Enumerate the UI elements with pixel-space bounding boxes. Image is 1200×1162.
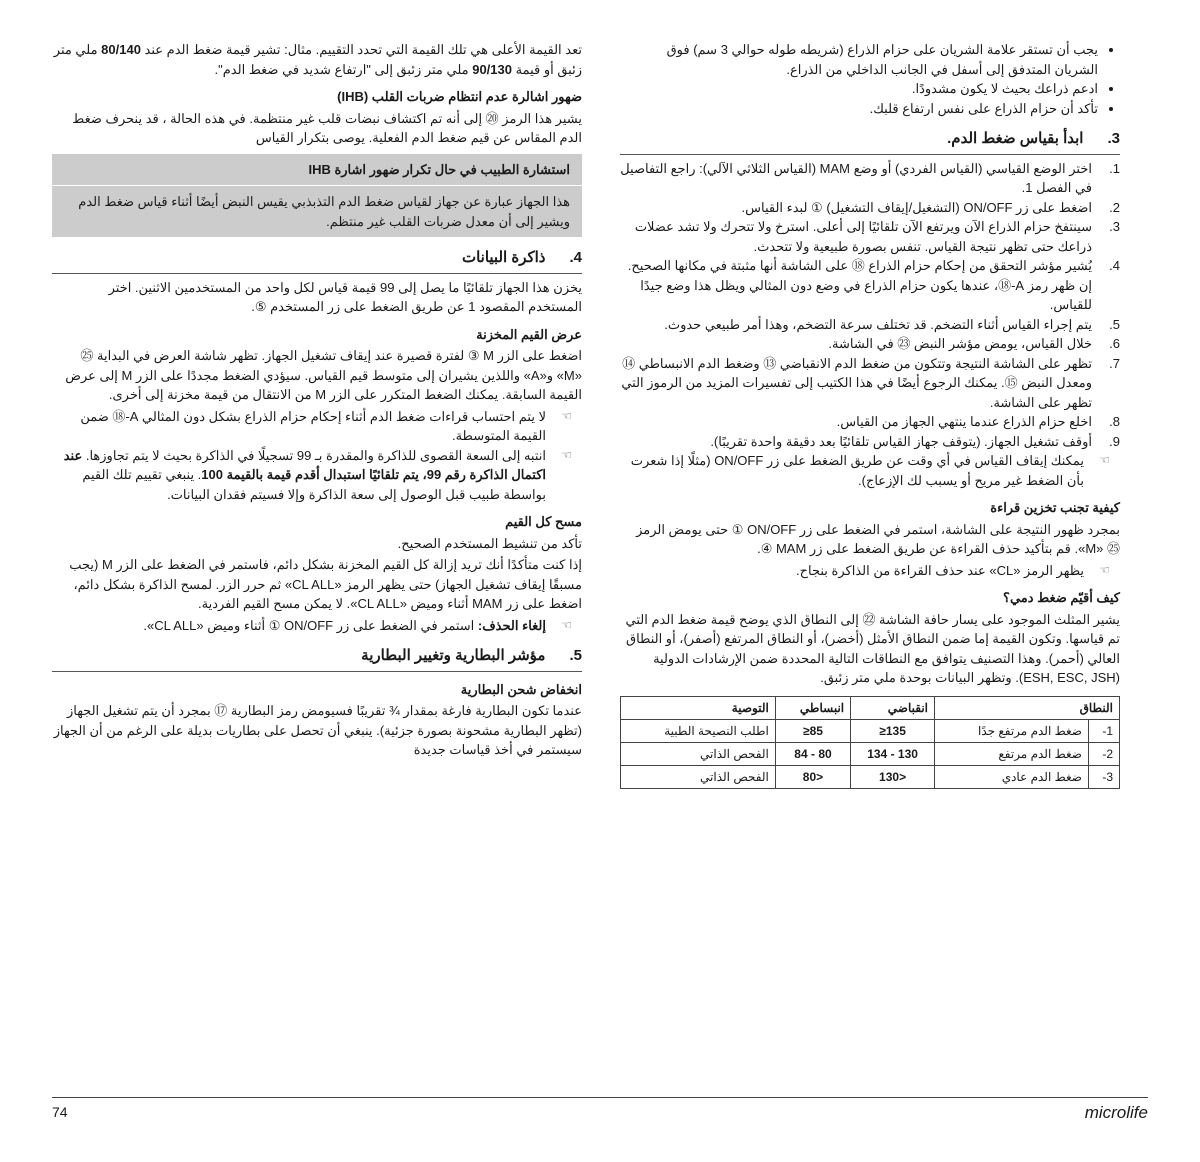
clear-values-text-2: إذا كنت متأكدًا أنك تريد إزالة كل القيم المخزنة بشكل دائم، فاستمر في الضغط على الزر M (يجب مسبقًا إيقاف تشغيل الجهاز) حتى يظهر الرمز «CL ALL» ثم حرر الزر. لمسح الذاكرة بشكل دائم، اضغط على زر MAM أثناء وميض «CL ALL». لا يمكن مسح القيم الفردية.: [69, 557, 582, 611]
list-item: 7. تظهر على الشاشة النتيجة وتتكون من ضغط الدم الانقباضي ⑬ وضغط الدم الانبساطي ⑭ ومعدل النبض ⑮. يمكنك الرجوع أيضًا في هذا الكتيب إلى تفسيرات المزيد من الرموز التي تظهر على الشاشة.: [621, 355, 1120, 410]
section-number: 5.: [569, 647, 582, 664]
section-title: ابدأ بقياس ضغط الدم.: [947, 130, 1084, 147]
list-item: 5. يتم إجراء القياس أثناء التضخم. قد تختلف سرعة التضخم، وهذا أمر طبيعي حدوث.: [664, 316, 1120, 332]
box-title: استشارة الطبيب في حال تكرار ضهور اشارة IHB: [52, 154, 582, 187]
view-values-text: اضغط على الزر M ③ لفترة قصيرة عند إيقاف تشغيل الجهاز. تظهر شاشة العرض في البداية ㉕ «M» و«A» واللذين يشيران إلى متوسط قيم القياس. سيؤدي الضغط مجددًا على الزر M إلى عرض القيمة السابقة. يمكنك الضغط المتكرر على الزر M من الانتقال من قيمة مخزنة إلى أخرى.: [65, 348, 582, 402]
note: ☜ يظهر الرمز «CL» عند حذف القراءة من الذاكرة بنجاح.: [620, 561, 1120, 581]
pointing-hand-icon: ☜: [1099, 562, 1110, 577]
measurement-steps: [620, 159, 1120, 452]
note: ☜ يمكنك إيقاف القياس في أي وقت عن طريق الضغط على زر ON/OFF (مثلًا إذا شعرت بأن الضغط غير مريح أو يسبب لك الإزعاج).: [620, 451, 1120, 490]
section-3-heading: [620, 128, 1120, 155]
column-header: انبساطي: [775, 696, 850, 719]
ihb-heading: ضهور اشالرة عدم انتظام ضربات القلب (IHB): [337, 89, 582, 104]
pointing-hand-icon: ☜: [561, 617, 572, 632]
list-item: • تأكد أن حزام الذراع على نفس ارتفاع قلبك.: [620, 99, 1098, 119]
column-header: النطاق: [935, 696, 1120, 719]
table-row: 3- ضغط الدم عادي <130 <80 الفحص الذاتي: [621, 765, 1120, 788]
list-item: 1. اختر الوضع القياسي (القياس الفردي) أو وضع MAM (القياس الثلاثي الآلي): راجع التفاصيل في الفصل 1.: [620, 160, 1120, 195]
table-row: 2- ضغط الدم مرتفع 130 - 134 80 - 84 الفحص الذاتي: [621, 742, 1120, 765]
cuff-bullets: [620, 40, 1120, 118]
left-column: [52, 40, 582, 762]
evaluate-text: يشير المثلث الموجود على يسار حافة الشاشة ㉒ إلى النطاق الذي يوضح قيمة ضغط الدم التي تم قياسها. وتكون القيمة إما ضمن النطاق الأمثل (أخضر)، أو النطاق المرتفع (أصفر)، أو النطاق العالي (أحمر). وهذا التصنيف يتوافق مع النطاقات التالية المحددة ضمن الإرشادات الدولية (ESH, ESC, JSH). وتظهر البيانات بوحدة ملي متر زئبق.: [625, 611, 1120, 685]
list-item: 2. اضغط على زر ON/OFF (التشغيل/إيقاف التشغيل) ① لبدء القياس.: [741, 199, 1120, 215]
note: ☜ انتبه إلى السعة القصوى للذاكرة والمقدرة بـ 99 تسجيلًا في الذاكرة بحيث لا يتم تجاوزها. عند اكتمال الذاكرة رقم 99، يتم تلقائيًا استبدال أقدم قيمة بالقيمة 100. ينبغي تقييم تلك القيم بواسطة طبيب قبل الوصول إلى سعة الذاكرة وإلا فسيتم فقدان البيانات.: [52, 446, 582, 505]
pointing-hand-icon: ☜: [561, 447, 572, 462]
list-item: • ادعم ذراعك بحيث لا يكون مشدودًا.: [620, 79, 1098, 99]
column-header: انقباضي: [851, 696, 935, 719]
list-item: • يجب أن تستقر علامة الشريان على حزام الذراع (شريطه طوله حوالي 3 سم) فوق الشريان المتدفق إلى أسفل في الجانب الداخلي من الذراع.: [620, 40, 1098, 79]
evaluation-example: تعد القيمة الأعلى هي تلك القيمة التي تحدد التقييم. مثال: تشير قيمة ضغط الدم عند 80/140 ملي متر زئبق أو قيمة 90/130 ملي متر زئبق إلى "ارتفاع شديد في ضغط الدم".: [53, 42, 582, 77]
section-number: 3.: [1107, 130, 1120, 147]
note: ☜ لا يتم احتساب قراءات ضغط الدم أثناء إحكام حزام الذراع بشكل دون المثالي A-⑱ ضمن القيمة المتوسطة.: [52, 407, 582, 446]
ihb-warning-box: [52, 154, 582, 238]
box-body: هذا الجهاز عبارة عن جهاز لقياس ضغط الدم التذبذبي يقيس النبض أيضًا أثناء قياس ضغط الدم ويشير إلى أن معدل ضربات القلب غير منتظم.: [78, 194, 570, 229]
list-item: 9. أوقف تشغيل الجهاز. (يتوقف جهاز القياس تلقائيًا بعد دقيقة واحدة تقريبًا).: [710, 433, 1120, 449]
section-title: مؤشر البطارية وتغيير البطارية: [361, 647, 546, 664]
table-row: 1- ضغط الدم مرتفع جدًا 135≤ 85≤ اطلب النصيحة الطبية: [621, 719, 1120, 742]
section-4-heading: [52, 247, 582, 274]
pointing-hand-icon: ☜: [561, 408, 572, 423]
ihb-text: يشير هذا الرمز ⑳ إلى أنه تم اكتشاف نبضات قلب غير منتظمة. في هذه الحالة ، قد ينحرف ضغط الدم المقاس عن قيم ضغط الدم الفعلية. يوصى بتكرار القياس: [72, 110, 582, 145]
table-header-row: [621, 696, 1120, 719]
pointing-hand-icon: ☜: [1099, 453, 1110, 467]
page-number: 74: [52, 1104, 68, 1120]
brand-logo: microlife: [1084, 1103, 1148, 1122]
avoid-storing-text: بمجرد ظهور النتيجة على الشاشة، استمر في الضغط على زر ON/OFF ① حتى يومض الرمز ㉕ «M». قم بتأكيد حذف القراءة عن طريق الضغط على زر MAM ④.: [636, 521, 1120, 556]
section-number: 4.: [569, 249, 582, 266]
clear-values-text-1: تأكد من تنشيط المستخدم الصحيح.: [397, 535, 582, 551]
section-5-heading: [52, 645, 582, 672]
list-item: 4. يُشير مؤشر التحقق من إحكام حزام الذراع ⑱ على الشاشة أنها مثبتة في مكانها الصحيح. إن ظهر رمز A-⑱، عندها يكون حزام الذراع في وضع دون المثالي ويظل هذا وضع جيدًا للقياس.: [627, 258, 1120, 312]
bp-range-table: [620, 696, 1120, 789]
list-item: 3. سينتفخ حزام الذراع الآن ويرتفع الآن تلقائيًا إلى أعلى. استرخ ولا تتحرك ولا تشد عضلات ذراعك حتى تظهر نتيجة القياس. تنفس بصورة طبيعية ولا تتحدث.: [634, 219, 1120, 254]
view-values-heading: عرض القيم المخزنة: [476, 326, 582, 342]
memory-text: يخزن هذا الجهاز تلقائيًا ما يصل إلى 99 قيمة قياس لكل واحد من المستخدمين الاثنين. اختر المستخدم المقصود 1 عن طريق الضغط على زر المستخدم ⑤.: [108, 279, 582, 314]
low-battery-text: عندما تكون البطارية فارغة بمقدار ¾ تقريبًا فسيومض رمز البطارية ⑰ بمجرد أن يتم تشغيل الجهاز (تظهر البطارية مشحونة بصورة جزئية). ينبغي أن تحصل على بطاريات بديلة على الرغم من أن الجهاز سيستمر في أخذ قياسات جديدة: [53, 703, 582, 757]
avoid-storing-heading: كيفية تجنب تخزين قراءة: [990, 500, 1120, 515]
low-battery-heading: انخفاض شحن البطارية: [460, 681, 582, 697]
evaluate-heading: كيف أقيّم ضغط دمي؟: [1003, 590, 1120, 605]
note: ☜ إلغاء الحذف: استمر في الضغط على زر ON/OFF ① أثناء وميض «CL ALL».: [52, 616, 582, 636]
right-column: [620, 40, 1120, 789]
list-item: 6. خلال القياس، يومض مؤشر النبض ㉓ في الشاشة.: [828, 336, 1120, 351]
list-item: 8. اخلع حزام الذراع عندما ينتهي الجهاز من القياس.: [836, 414, 1120, 429]
column-header: التوصية: [621, 696, 776, 719]
footer-divider: [52, 1097, 1148, 1098]
clear-values-heading: مسح كل القيم: [505, 514, 582, 529]
section-title: ذاكرة البيانات: [461, 249, 546, 266]
